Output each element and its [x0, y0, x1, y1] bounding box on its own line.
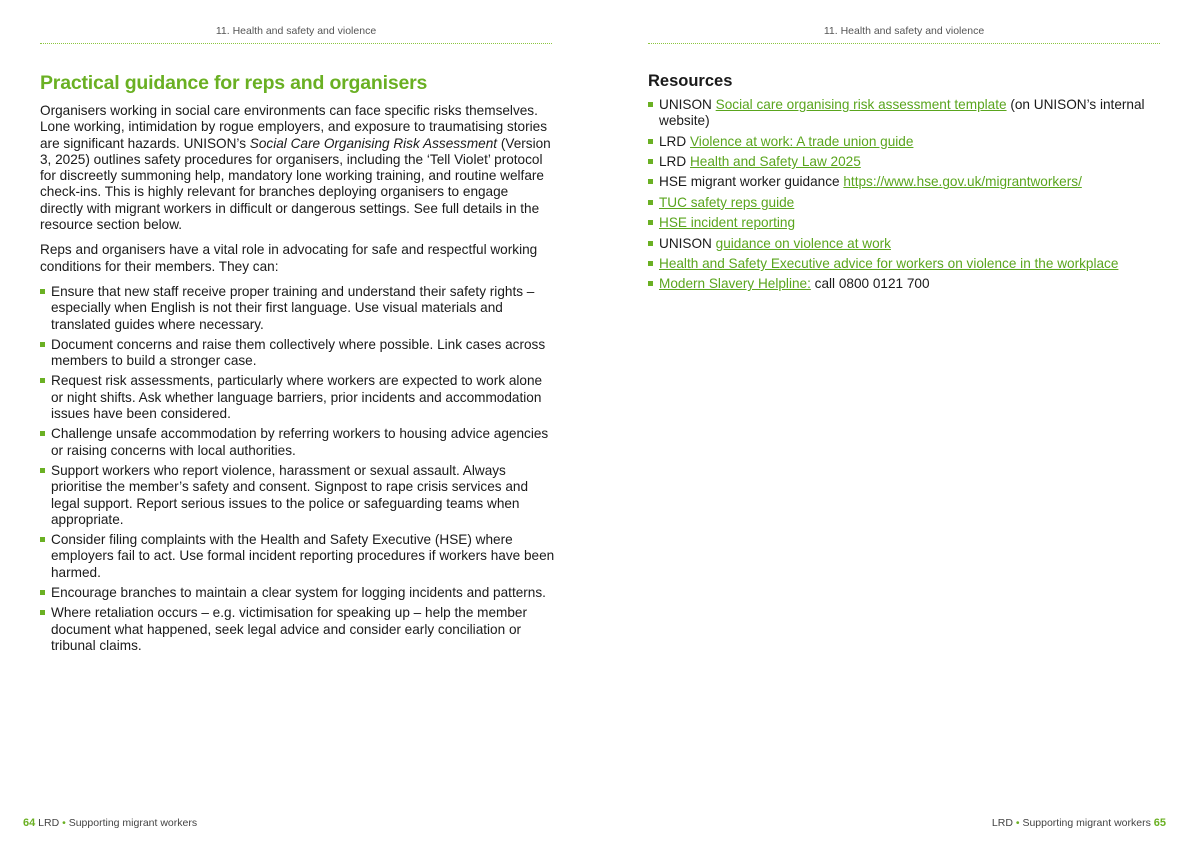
footer-publisher-right: LRD: [991, 817, 1013, 829]
resource-item: [648, 215, 1163, 231]
resource-item: [648, 276, 1163, 292]
running-head-right: 11. Health and safety and violence: [823, 25, 985, 37]
resource-link[interactable]: Health and Safety Executive advice for workers on violence in the workplace: [659, 256, 1119, 272]
guidance-item: [40, 585, 555, 601]
bullet-square-icon: [40, 431, 45, 436]
guidance-list: [40, 284, 555, 654]
bullet-square-icon: [648, 159, 653, 164]
running-head-left: 11. Health and safety and violence: [215, 25, 377, 37]
section-title: Practical guidance for reps and organisers: [40, 72, 428, 94]
right-content: [648, 70, 1163, 297]
resource-link[interactable]: HSE incident reporting: [659, 215, 796, 231]
bullet-square-icon: [648, 220, 653, 225]
resource-link[interactable]: Health and Safety Law 2025: [689, 154, 861, 170]
left-content: [40, 70, 555, 658]
bullet-square-icon: [648, 139, 653, 144]
guidance-item-text: Challenge unsafe accommodation by referring workers to housing advice agencies or raising concerns with local authorities.: [51, 426, 549, 458]
right-page: [600, 0, 1200, 852]
resource-item: [648, 174, 1163, 190]
bullet-square-icon: [648, 241, 653, 246]
guidance-item-text: Document concerns and raise them collectively where possible. Link cases across members to build a stronger case.: [51, 336, 546, 369]
footer-bullet-left: •: [62, 817, 66, 829]
bullet-square-icon: [648, 102, 653, 107]
bullet-square-icon: [40, 610, 45, 615]
resource-link[interactable]: https://www.hse.gov.uk/migrantworkers/: [843, 174, 1082, 190]
footer-bullet-right: •: [1015, 817, 1020, 829]
resource-item: [648, 236, 1163, 252]
page-number-right: 65: [1153, 817, 1166, 829]
bullet-square-icon: [40, 378, 45, 383]
resource-prefix: HSE migrant worker guidance: [659, 174, 844, 190]
guidance-item: [40, 605, 555, 654]
guidance-item: [40, 426, 555, 459]
resource-link[interactable]: Violence at work: A trade union guide: [689, 133, 914, 149]
bullet-square-icon: [40, 289, 45, 294]
resource-link[interactable]: TUC safety reps guide: [659, 194, 795, 210]
bullet-square-icon: [648, 200, 653, 205]
resource-prefix: UNISON: [659, 97, 716, 112]
bullet-square-icon: [40, 590, 45, 595]
guidance-item-text: Consider filing complaints with the Health and Safety Executive (HSE) where employers fail to act. Use formal incident reporting procedures if workers have been harmed.: [51, 532, 555, 580]
resource-suffix: (on UNISON’s internal website): [659, 97, 1145, 129]
resource-link[interactable]: Modern Slavery Helpline:: [659, 276, 811, 292]
header-divider-left: [40, 43, 552, 44]
guidance-item: [40, 337, 555, 370]
footer-publisher-left: LRD: [38, 817, 60, 829]
reps-paragraph: Reps and organisers have a vital role in advocating for safe and respectful working conditions for their members. They can:: [40, 242, 538, 274]
footer-left: [23, 816, 197, 830]
resource-item: [648, 154, 1163, 170]
resource-link[interactable]: guidance on violence at work: [715, 235, 891, 251]
footer-publication-left: Supporting migrant workers: [68, 817, 198, 829]
guidance-item: [40, 532, 555, 581]
guidance-item-text: Support workers who report violence, harassment or sexual assault. Always prioritise the member’s safety and consent. Signpost to rape crisis services and legal support. Report serious issues to the police or safeguarding teams when appropriate.: [51, 462, 529, 527]
intro-paragraph: [40, 103, 555, 233]
resource-prefix: UNISON: [659, 235, 716, 251]
resources-title: Resources: [648, 72, 733, 90]
resource-item: [648, 134, 1163, 150]
guidance-item: [40, 373, 555, 422]
resources-list: [648, 97, 1163, 293]
page-number-left: 64: [23, 817, 36, 829]
risk-assessment-title: Social Care Organising Risk Assessment: [249, 135, 498, 151]
resource-link[interactable]: Social care organising risk assessment template: [715, 97, 1007, 112]
resource-item: [648, 195, 1163, 211]
guidance-item: [40, 463, 555, 528]
guidance-item-text: Encourage branches to maintain a clear system for logging incidents and patterns.: [51, 585, 546, 601]
resource-prefix: LRD: [659, 133, 690, 149]
resource-suffix: call 0800 0121 700: [810, 276, 930, 292]
resource-item: [648, 256, 1163, 272]
footer-right: [992, 816, 1166, 830]
bullet-square-icon: [40, 468, 45, 473]
header-divider-right: [648, 43, 1160, 44]
intro-text-end: (Version 3, 2025) outlines safety procedures for organisers, including the ‘Tell Violet’ protocol for discreetly summoning help, mandatory lone working training, and routine welfare check-ins. This is highly relevant for branches deploying organisers to engage directly with migrant workers in difficult or dangerous settings. See full details in the resource section below.: [40, 135, 551, 233]
bullet-square-icon: [648, 179, 653, 184]
resource-item: [648, 97, 1163, 130]
bullet-square-icon: [648, 281, 653, 286]
bullet-square-icon: [40, 537, 45, 542]
guidance-item: [40, 284, 555, 333]
footer-publication-right: Supporting migrant workers: [1022, 817, 1151, 829]
guidance-item-text: Ensure that new staff receive proper training and understand their safety rights – especially when English is not their first language. Use visual materials and translated guides where necessary.: [51, 283, 535, 332]
bullet-square-icon: [648, 261, 653, 266]
guidance-item-text: Where retaliation occurs – e.g. victimisation for speaking up – help the member document what happened, seek legal advice and consider early conciliation or tribunal claims.: [51, 605, 528, 653]
intro-text-start: Organisers working in social care environments can face specific risks themselves. Lone working, intimidation by rogue employers, and exposure to traumatising stories are significant hazards. UNISON’s: [40, 103, 548, 151]
guidance-item-text: Request risk assessments, particularly where workers are expected to work alone or night shifts. Ask whether language barriers, prior incidents and accommodation issues have been considered.: [51, 373, 543, 422]
bullet-square-icon: [40, 342, 45, 347]
resource-prefix: LRD: [659, 154, 690, 170]
